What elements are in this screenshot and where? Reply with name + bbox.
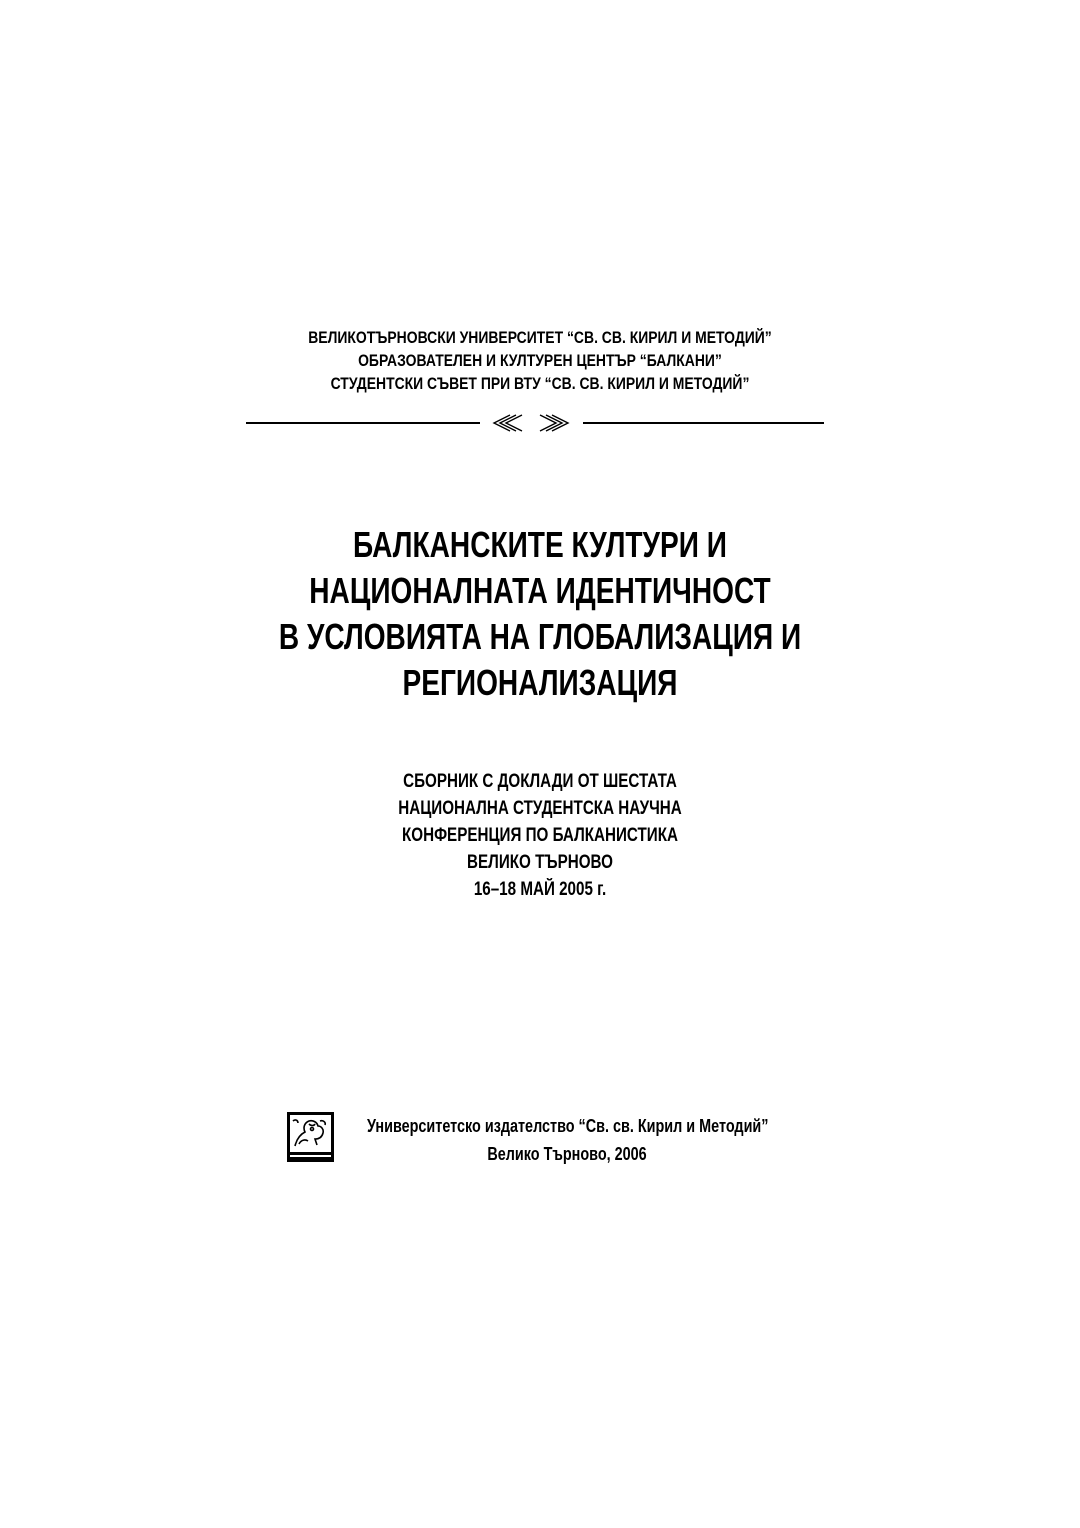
institution-line: ВЕЛИКОТЪРНОВСКИ УНИВЕРСИТЕТ “СВ. СВ. КИРИЛ И МЕТОДИЙ” — [308, 328, 772, 347]
institutions-header — [0, 326, 1080, 395]
publisher-place-year: Велико Търново, 2006 — [487, 1144, 647, 1164]
title-line: НАЦИОНАЛНАТА ИДЕНТИЧНОСТ — [309, 570, 771, 611]
subtitle-line: НАЦИОНАЛНА СТУДЕНТСКА НАУЧНА — [398, 798, 682, 819]
institution-line: СТУДЕНТСКИ СЪВЕТ ПРИ ВТУ “СВ. СВ. КИРИЛ И МЕТОДИЙ” — [330, 374, 750, 393]
title-line: В УСЛОВИЯТА НА ГЛОБАЛИЗАЦИЯ И — [278, 616, 802, 657]
subtitle-line: 16–18 МАЙ 2005 г. — [473, 879, 607, 900]
divider-ornament — [246, 410, 824, 436]
publisher-imprint — [287, 1112, 807, 1168]
title-line: РЕГИОНАЛИЗАЦИЯ — [402, 662, 678, 703]
divider-rule-left — [246, 422, 480, 424]
institution-line: ОБРАЗОВАТЕЛЕН И КУЛТУРЕН ЦЕНТЪР “БАЛКАНИ” — [358, 351, 722, 370]
conference-subtitle — [0, 768, 1080, 903]
publisher-name: Университетско издателство “Св. св. Кирил и Методий” — [367, 1116, 769, 1136]
book-title — [0, 522, 1080, 706]
subtitle-line: КОНФЕРЕНЦИЯ ПО БАЛКАНИСТИКА — [402, 825, 678, 846]
title-line: БАЛКАНСКИТЕ КУЛТУРИ И — [353, 524, 727, 565]
subtitle-line: СБОРНИК С ДОКЛАДИ ОТ ШЕСТАТА — [403, 771, 677, 792]
subtitle-line: ВЕЛИКО ТЪРНОВО — [467, 852, 613, 873]
publisher-text — [317, 1112, 817, 1168]
divider-rule-right — [583, 422, 824, 424]
double-chevron-ornament-icon — [486, 410, 576, 436]
